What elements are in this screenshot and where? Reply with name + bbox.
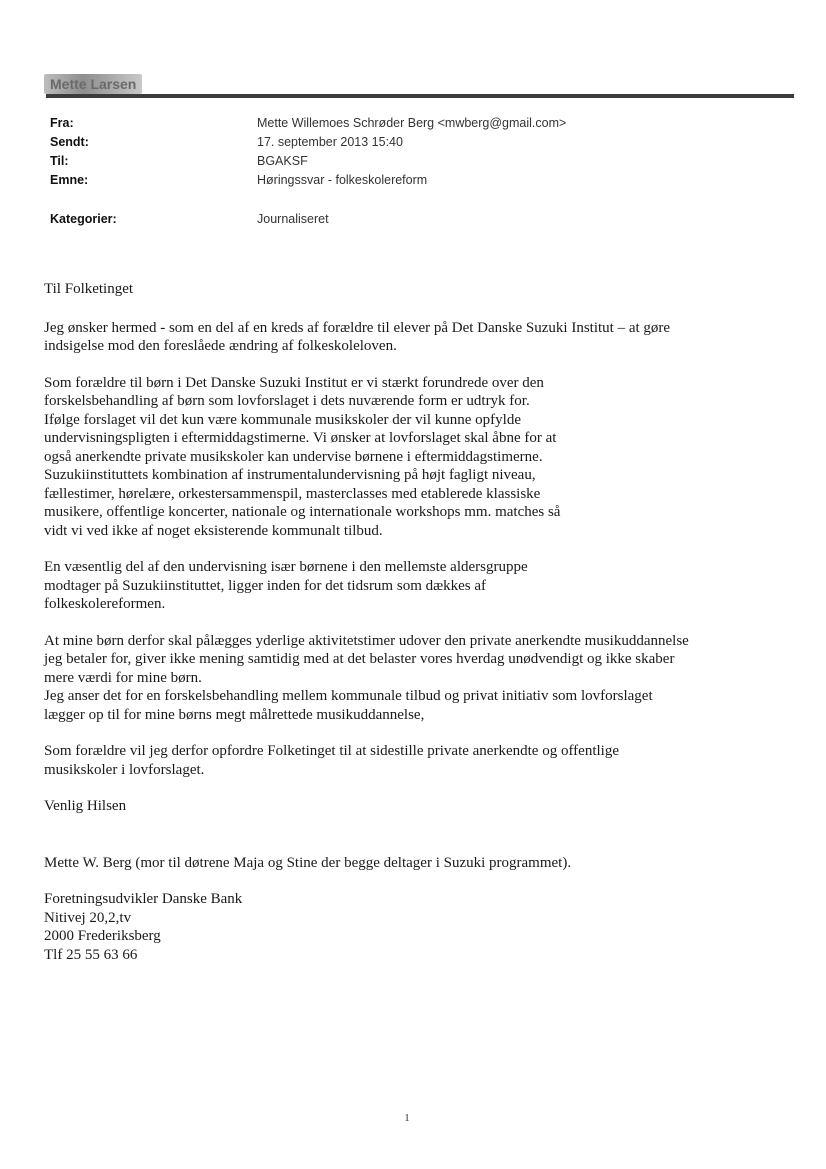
letter-paragraph-3: En væsentlig del af den undervisning især børnene i den mellemste aldersgruppe modtager på Suzukiinstituttet, ligger inden for det tidsrum som dækkes af folkeskolereformen. xyxy=(44,559,528,612)
sender-address: Foretningsudvikler Danske Bank Nitivej 20,2,tv 2000 Frederiksberg Tlf 25 55 63 66 xyxy=(44,891,243,963)
to-label: Til: xyxy=(50,154,69,168)
letter-paragraph-2: Som forældre til børn i Det Danske Suzuki Institut er vi stærkt forundrede over den forskelsbehandling af børn som lovforslaget i dets nuværende form er udtryk for. Ifølge forslaget vil det kun være kommunale musikskoler der vil kunne opfylde undervisningspligten i eftermiddagstimerne. Vi ønsker at lovforslaget skal åbne for at også anerkendte private musikskoler kan undervise børnene i eftermiddagstimerne. Suzukiinstituttets kombination af instrumentalundervisning på højt fagligt niveau, fællestimer, hørelære, orkestersammenspil, masterclasses med etablerede klassiske musikere, offentlige koncerter, nationale og internationale workshops mm. matches så vidt vi ved ikke af noget eksisterende kommunalt tilbud. xyxy=(44,374,561,539)
letter-body xyxy=(44,280,794,964)
email-meta xyxy=(50,114,750,229)
categories-label: Kategorier: xyxy=(50,212,117,226)
letter-paragraph-5: Som forældre vil jeg derfor opfordre Folketinget til at sidestille private anerkendte og offentlige musikskoler i lovforslaget. xyxy=(44,743,619,778)
header-rule xyxy=(46,94,794,98)
sent-label: Sendt: xyxy=(50,135,89,149)
meta-row-subject xyxy=(50,171,750,190)
meta-row-from xyxy=(50,114,750,133)
meta-gap xyxy=(50,190,750,210)
meta-row-categories xyxy=(50,210,750,229)
from-label: Fra: xyxy=(50,116,74,130)
page-number: 1 xyxy=(404,1112,410,1124)
letter-paragraph-1: Jeg ønsker hermed - som en del af en kreds af forældre til elever på Det Danske Suzuki Institut – at gøre indsigelse mod den foreslåede ændring af folkeskoleloven. xyxy=(44,319,671,354)
to-value: BGAKSF xyxy=(257,154,308,168)
from-value: Mette Willemoes Schrøder Berg <mwberg@gmail.com> xyxy=(257,116,567,130)
meta-row-sent xyxy=(50,133,750,152)
subject-label: Emne: xyxy=(50,173,89,187)
subject-value: Høringssvar - folkeskolereform xyxy=(257,173,428,187)
letter-salutation: Til Folketinget xyxy=(44,281,134,297)
letter-closing: Venlig Hilsen xyxy=(44,798,127,814)
categories-value: Journaliseret xyxy=(257,212,329,226)
letter-paragraph-4: At mine børn derfor skal pålægges yderlige aktivitetstimer udover den private anerkendte musikuddannelse jeg betaler for, giver ikke mening samtidig med at det belaster vores hverdag unødvendigt og ikke skaber mere værdi for mine børn. Jeg anser det for en forskelsbehandling mellem kommunale tilbud og privat initiativ som lovforslaget lægger op til for mine børns megt målrettede musikuddannelse, xyxy=(44,632,689,723)
letter-signature: Mette W. Berg (mor til døtrene Maja og Stine der begge deltager i Suzuki programmet). xyxy=(44,854,572,871)
sender-name-banner: Mette Larsen xyxy=(44,74,142,94)
meta-row-to xyxy=(50,152,750,171)
sent-value: 17. september 2013 15:40 xyxy=(257,135,403,149)
